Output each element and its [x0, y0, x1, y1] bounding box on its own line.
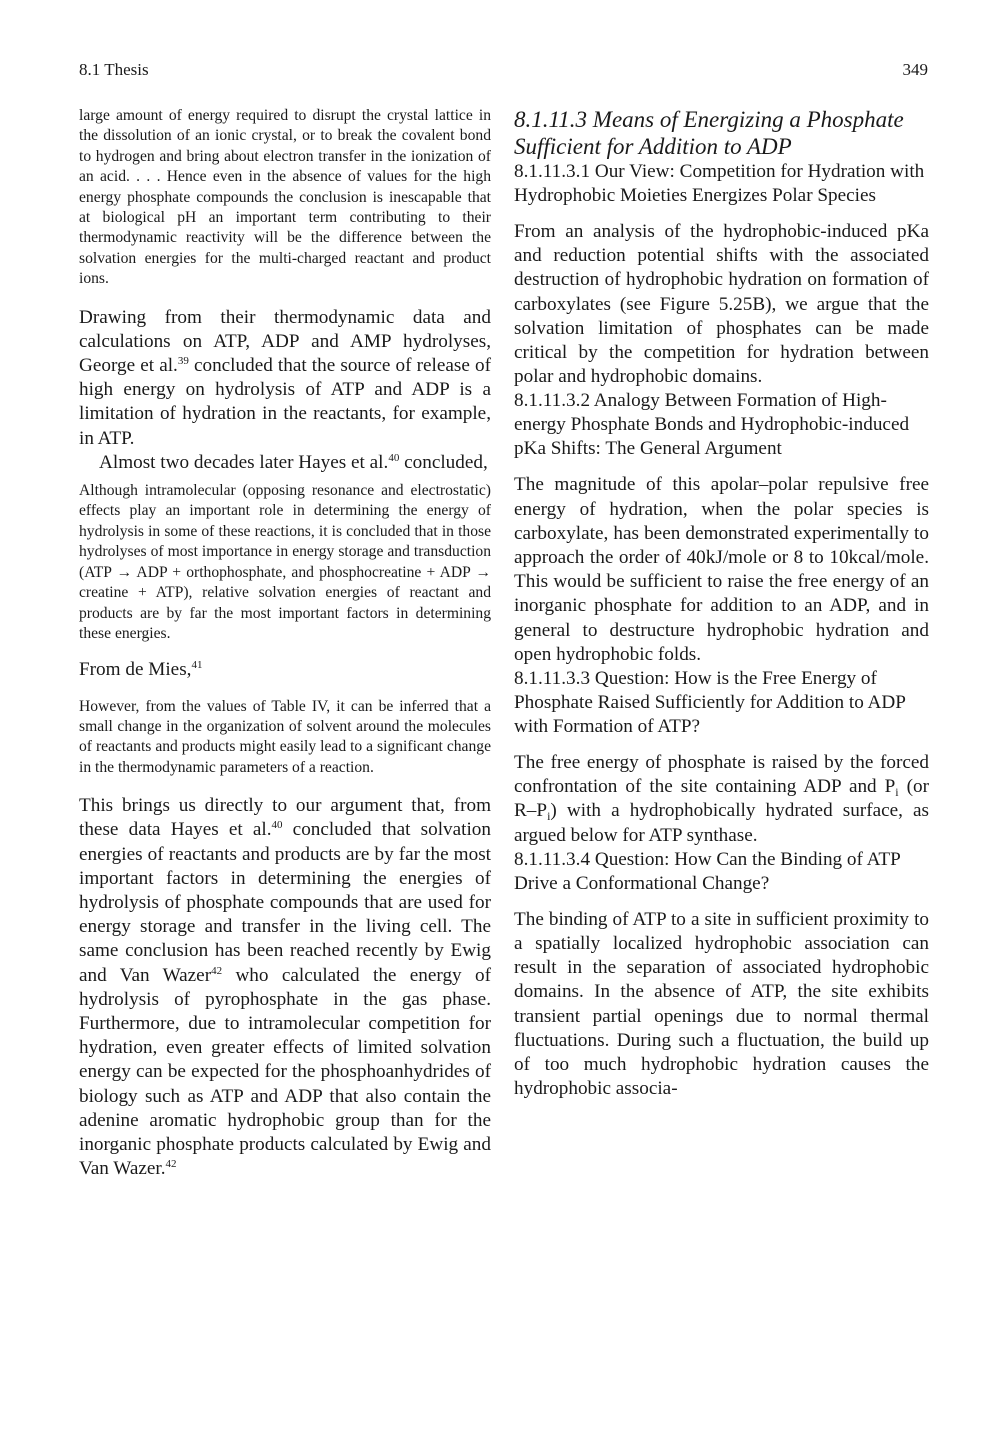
citation-ref: 40	[388, 451, 400, 464]
subsection-text-2: The magnitude of this apolar–polar repulsive free energy of hydration, when the polar species is carboxylate, has been demonstrated experimentally to approach the order of 40kJ/mole or 8 to 10kcal/mole. This would be sufficient to raise the free energy of an inorganic phosphate for addition to an ADP, and in general to destructure hydrophobic hydration and open hydrophobic folds.	[514, 474, 929, 665]
paragraph-argument: This brings us directly to our argument that, from these data Hayes et al.$^{40}$ concluded that solvation energies of reactants and products are by far the most important factors in determining the energies of hydrolysis of phosphate compounds that are used for energy storage and transfer in the living cell. The same conclusion has been reached recently by Ewig and Van Wazer$^{42}$ who calculated the energy of hydrolysis of pyrophosphate in the gas phase. Furthermore, due to intramolecular competition for hydration, even greater effects of limited solvation energy can be expected for the phosphoanhydrides of biology such as ATP and ADP that also contain the adenine aromatic hydrophobic group than for the inorganic phosphate products calculated by Ewig and Van Wazer.$^{42}$	[79, 795, 491, 1180]
citation-ref: 39	[177, 355, 189, 368]
subsection-heading-2: 8.1.11.3.2 Analogy Between Formation of High-energy Phosphate Bonds and Hydrophobic-induced pKa Shifts: The General Argument	[514, 390, 910, 460]
citation-ref: 42	[211, 964, 223, 977]
block-quote-solvation: large amount of energy required to disrupt the crystal lattice in the dissolution of an ionic crystal, or to break the covalent bond to hydrogen and bring about electron transfer in the ionization of an acid. . . . Hence even in the absence of values for the high energy phosphate compounds the conclusion is inescapable that at biological pH an important term contributing to their thermodynamic reactivity will be the difference between the solvation energies for the multi-charged reactant and product ions.	[79, 107, 491, 288]
citation-ref: 40	[271, 819, 283, 832]
block-quote-de-mies: However, from the values of Table IV, it can be inferred that a small change in the organization of solvent around the molecules of reactants and products might easily lead to a significant change in the thermodynamic parameters of a reaction.	[79, 697, 491, 776]
subsection-text-3: The free energy of phosphate is raised by the forced confrontation of the site containing ADP and $P_i$ (or $R-P_i$) with a hydrophobically hydrated surface, as argued below for ATP synthase.	[514, 752, 929, 846]
block-quote-hayes: Although intramolecular (opposing resonance and electrostatic) effects play an important role in determining the energy of hydrolysis in some of these reactions, it is concluded that in those hydrolyses of most importance in energy storage and transduction (ATP → ADP + orthophosphate, and phosphocreatine + ADP → creatine + ATP), relative solvation energies of reactant and products are by far the most important factors in determining these energies.	[79, 482, 491, 642]
page-number: 349	[902, 60, 928, 79]
paragraph-hayes: Almost two decades later Hayes et al.$^{40}$ concluded,	[99, 451, 488, 473]
page-header	[79, 60, 928, 84]
paragraph-de-mies: From de Mies,$^{41}$	[79, 659, 203, 681]
subsection-heading-1: 8.1.11.3.1 Our View: Competition for Hydration with Hydrophobic Moieties Energizes Polar Species	[514, 161, 925, 206]
right-column	[514, 106, 929, 1101]
paragraph-george: Drawing from their thermodynamic data and calculations on ATP, ADP and AMP hydrolyses, George et al.$^{39}$ concluded that the source of release of high energy on hydrolysis of ATP and ADP is a limitation of hydration in the reactants, for example, in ATP.	[79, 306, 491, 449]
subsection-text-4: The binding of ATP to a site in sufficient proximity to a spatially localized hydrophobic association can result in the separation of associated hydrophobic domains. In the absence of ATP, the site exhibits transient partial openings due to normal thermal fluctuations. During such a fluctuation, the build up of too much hydrophobic hydration causes the hydrophobic associa-	[514, 908, 929, 1100]
running-head: 8.1 Thesis	[79, 60, 149, 79]
citation-ref: 42	[165, 1158, 177, 1171]
subsection-text-1: From an analysis of the hydrophobic-induced pKa and reduction potential shifts with the associated destruction of hydrophobic hydration on formation of carboxylates (see Figure 5.25B), we argue that the solvation limitation of phosphates can be made critical by the competition for hydration between polar and hydrophobic domains.	[514, 221, 929, 388]
subsection-heading-4: 8.1.11.3.4 Question: How Can the Binding of ATP Drive a Conformational Change?	[514, 848, 901, 894]
subsection-heading-3: 8.1.11.3.3 Question: How is the Free Energy of Phosphate Raised Sufficiently for Addition to ADP with Formation of ATP?	[514, 668, 906, 738]
citation-ref: 41	[191, 659, 203, 672]
section-heading: 8.1.11.3 Means of Energizing a Phosphate Sufficient for Addition to ADP	[514, 107, 904, 159]
left-column	[79, 106, 491, 1181]
